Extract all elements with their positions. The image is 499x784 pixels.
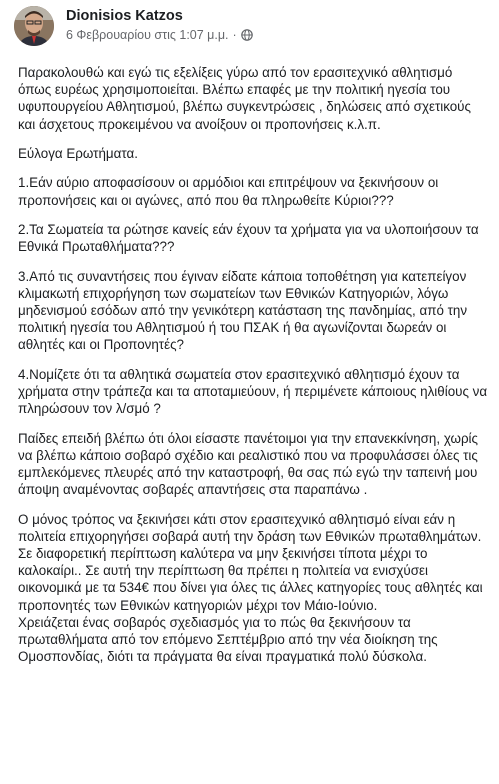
post-header (14, 6, 484, 50)
author-name[interactable]: Dionisios Katzos (66, 8, 183, 24)
avatar[interactable] (14, 6, 54, 46)
avatar-photo (14, 6, 54, 46)
paragraph-question-3: 3.Από τις συναντήσεις που έγιναν είδατε κάποια τοποθέτηση για κατεπείγον κλιμακωτή επιχορήγηση των σωματείων των Εθνικών Κατηγοριών, λόγω μηδενισμού εσόδων από την γενικότερη κατάσταση της πανδημίας, από την πολιτική ηγεσία του Αθλητισμού ή του ΠΣΑΚ ή θα αγωνίζονται δωρεάν οι αθλητές και οι Προπονητές? (18, 268, 468, 353)
meta-separator: · (232, 28, 237, 42)
paragraph-questions-heading: Εύλογα Ερωτήματα. (18, 146, 138, 161)
paragraph-question-2: 2.Τα Σωματεία τα ρώτησε κανείς εάν έχουν τα χρήματα για να υλοποιήσουν τα Εθνικά Πρωταθλήματα??? (18, 221, 479, 255)
paragraph-conclusion: Χρειάζεται ένας σοβαρός σχεδιασμός για το πώς θα ξεκινήσουν τα πρωταθλήματα από τον επόμενο Σεπτέμβριο από την νέα διοίκηση της Ομοσπονδίας, διότι τα πράγματα θα είναι πραγματικά πολύ δύσκολα. (18, 614, 438, 665)
paragraph-opinion: Παίδες επειδή βλέπω ότι όλοι είσαστε πανέτοιμοι για την επανεκκίνηση, χωρίς να βλέπω κάποιο σοβαρό σχέδιο και ρεαλιστικό που να προφυλάσσει όλες τις εμπλεκόμενες πλευρές από την καταστροφή, θα σας πώ εγώ την ταπεινή μου άποψη αναμένοντας σοβαρές απαντήσεις στα παραπάνω . (18, 430, 478, 498)
paragraph-question-1: 1.Εάν αύριο αποφασίσουν οι αρμόδιοι και επιτρέψουν να ξεκινήσουν οι προπονήσεις και οι αγώνες, από που θα πληρωθείτε Κύριοι??? (18, 175, 439, 208)
post-timestamp[interactable]: 6 Φεβρουαρίου στις 1:07 μ.μ. (66, 28, 229, 42)
paragraph-intro: Παρακολουθώ και εγώ τις εξελίξεις γύρω από τον ερασιτεχνικό αθλητισμό όπως ευρέως χρησιμοποιείται. Βλέπω επαφές με την πολιτική ηγεσία του υφυπουργείου Αθλητισμού, βλέπω συγκεντρώσεις , δηλώσεις από σχετικούς και άσχετους προκειμένου να ανοίξουν οι προπονήσεις κ.λ.π. (18, 65, 471, 132)
paragraph-question-4: 4.Νομίζετε ότι τα αθλητικά σωματεία στον ερασιτεχνικό αθλητισμό έχουν τα χρήματα στην τράπεζα και τα αποταμιεύουν, ή περιμένετε κάποιους ηλιθίους να πληρώσουν τον λ/σμό ? (18, 366, 488, 417)
globe-icon (241, 29, 253, 41)
post-meta (66, 28, 253, 42)
post-body (18, 64, 488, 678)
paragraph-proposal: Ο μόνος τρόπος να ξεκινήσει κάτι στον ερασιτεχνικό αθλητισμό είναι εάν η πολιτεία επιχορηγήσει σοβαρά αυτή την δράση των Εθνικών πρωταθλημάτων. Σε διαφορετική περίπτωση καλύτερα να μην ξεκινήσει τίποτα μέχρι το καλοκαίρι.. Σε αυτή την περίπτωση θα πρέπει η πολιτεία να ενισχύσει οικονομικά με τα 534€ που δίνει για όλες τις άλλες κατηγορίες τους αθλητές και προπονητές των Εθνικών κατηγοριών μέχρι τον Μάιο-Ιούνιο. (18, 511, 483, 613)
